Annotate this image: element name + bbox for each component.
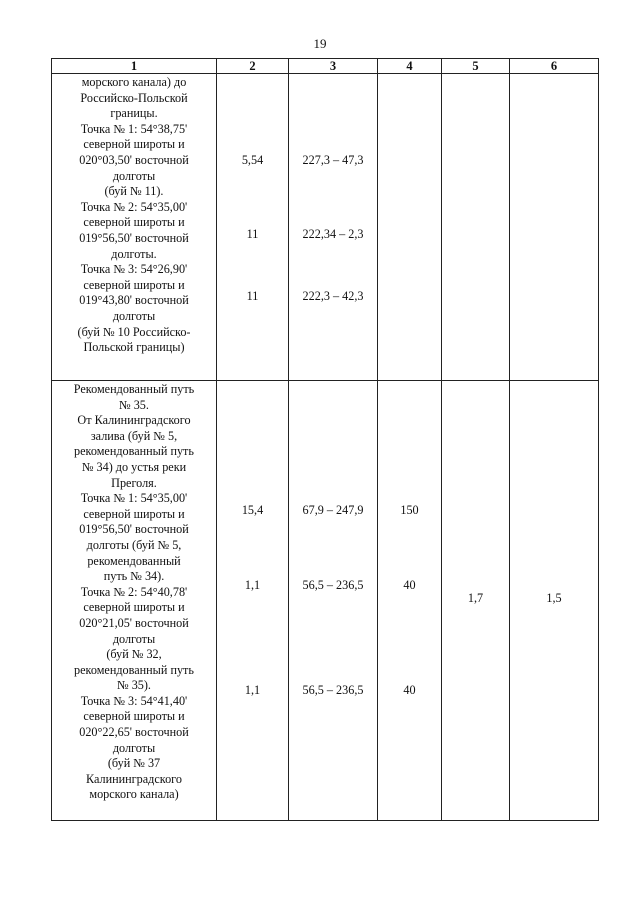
empty-cell [378,74,442,381]
point3-course: 222,3 – 42,3 [302,289,364,303]
point3-course: 56,5 – 236,5 [302,683,364,697]
point2-value: 40 [403,578,416,592]
table-row [52,381,599,821]
point1-value: 150 [400,503,419,517]
depth-cell [442,381,510,821]
table-row [52,74,599,381]
empty-cell [442,74,510,381]
point3-distance: 11 [246,289,259,303]
column-header-3: 3 [289,59,378,74]
route-description-cell [52,74,217,381]
point3-value: 40 [403,683,416,697]
distance-cell [217,74,289,381]
point3-distance: 1,1 [244,683,261,697]
course-cell [289,381,378,821]
column-header-2: 2 [217,59,289,74]
distance-cell [217,381,289,821]
width-cell [378,381,442,821]
column-header-1: 1 [52,59,217,74]
point2-course: 56,5 – 236,5 [302,578,364,592]
route-value-col5: 1,7 [467,591,484,605]
column-header-4: 4 [378,59,442,74]
point1-course: 67,9 – 247,9 [302,503,364,517]
route-description-cell [52,381,217,821]
page-number: 19 [313,36,327,51]
header-row [52,59,599,74]
column-header-6: 6 [510,59,599,74]
route-description: морского канала) до Российско-Польской границы. Точка № 1: 54°38,75' северной широты и 020°03,50' восточной долготы (буй № 11). Точка № 2: 54°35,00' северной широты и 019°56,50' восточной долготы. Точка № 3: 54°26,90' северной широты и 019°43,80' восточной долготы (буй № 10 Российско- Польской границы) [77,75,191,355]
course-cell [289,74,378,381]
empty-cell [510,74,599,381]
point1-course: 227,3 – 47,3 [302,153,364,167]
point1-distance: 5,54 [241,153,264,167]
route-value-col6: 1,5 [546,591,562,605]
point1-distance: 15,4 [241,503,264,517]
point2-distance: 11 [246,227,259,241]
point2-course: 222,34 – 2,3 [302,227,364,241]
clearance-cell [510,381,599,821]
point2-distance: 1,1 [244,578,261,592]
column-header-5: 5 [442,59,510,74]
routes-table [51,58,599,821]
route-description: Рекомендованный путь № 35. От Калининградского залива (буй № 5, рекомендованный путь № 34) до устья реки Преголя. Точка № 1: 54°35,00' северной широты и 019°56,50' восточной долготы (буй № 5, рекомендованный путь № 34). Точка № 2: 54°40,78' северной широты и 020°21,05' восточной долготы (буй № 32, рекомендованный путь № 35). Точка № 3: 54°41,40' северной широты и 020°22,65' восточной долготы (буй № 37 Калининградского морского канала) [73,382,195,802]
